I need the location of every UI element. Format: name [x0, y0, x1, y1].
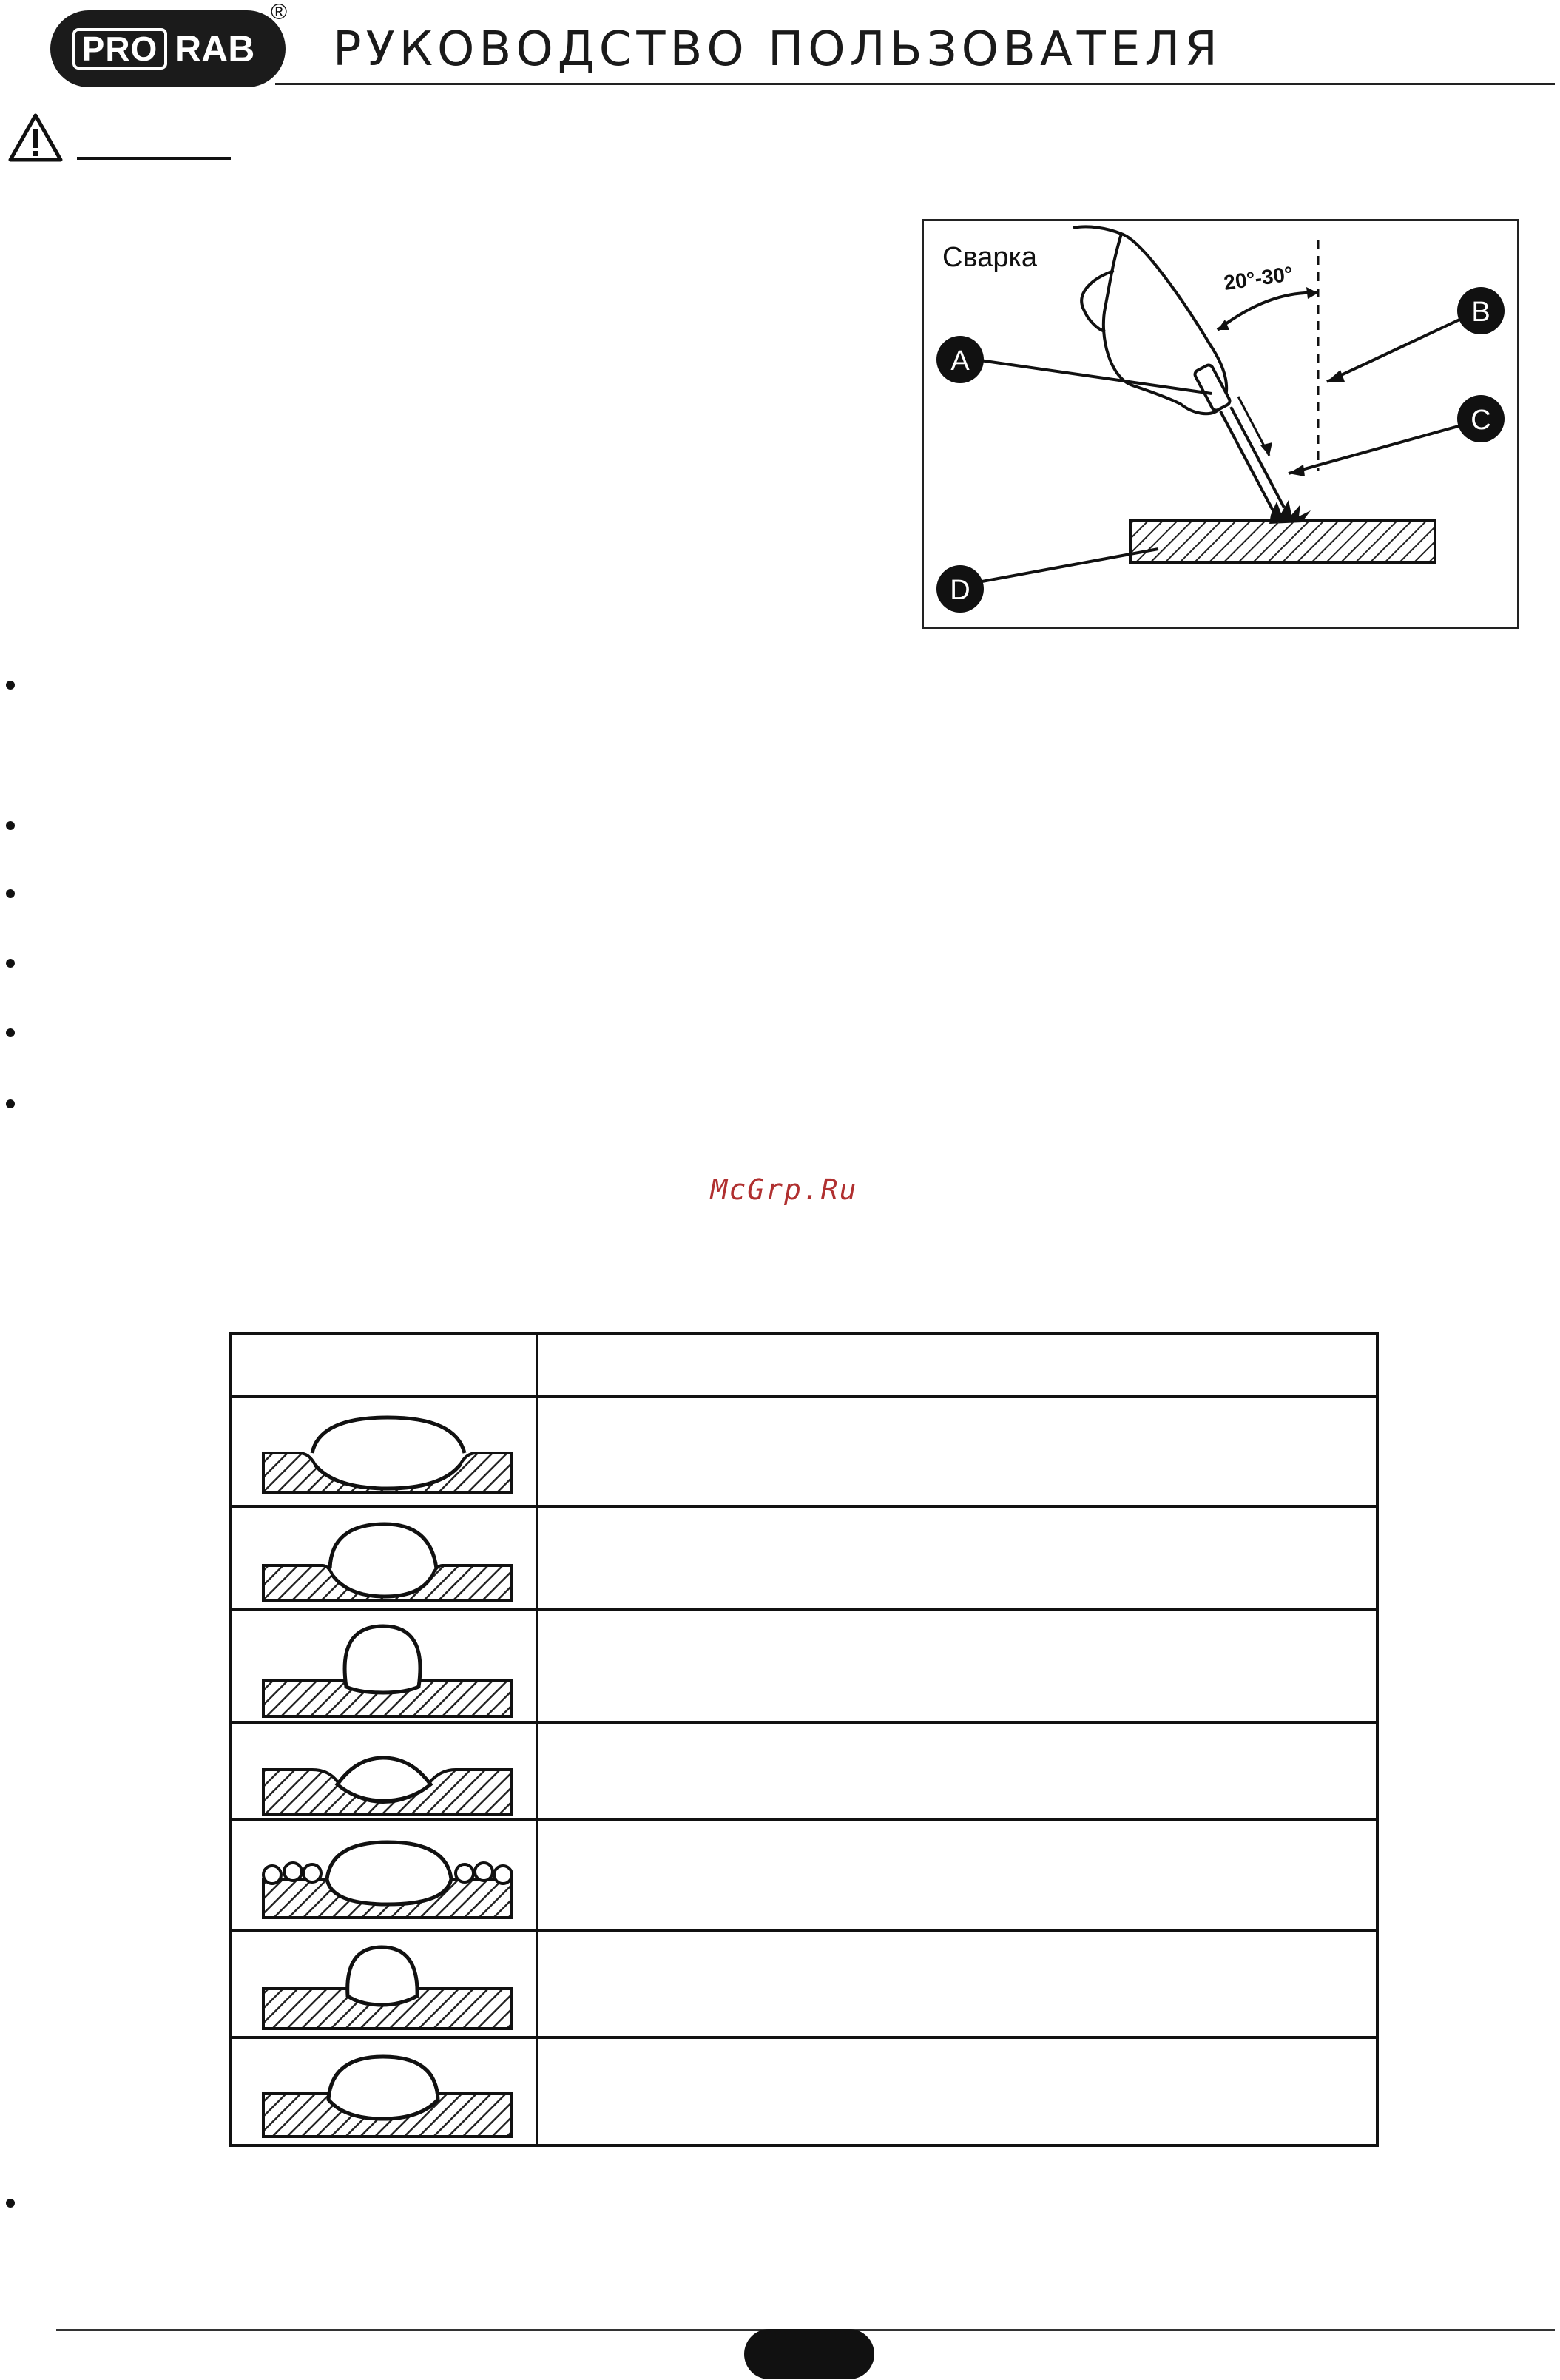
logo-rab-text: RAB: [175, 28, 255, 70]
svg-text:D: D: [950, 575, 970, 606]
watermark: McGrp.Ru: [710, 1173, 858, 1206]
document-title: РУКОВОДСТВО ПОЛЬЗОВАТЕЛЯ: [333, 22, 1222, 77]
bead-with-spatter: [260, 1827, 515, 1922]
bead-wide-flat: [260, 1406, 515, 1497]
header-divider: [275, 83, 1555, 85]
bead-correct: [260, 2045, 515, 2141]
table-row-divider: [229, 1721, 1379, 1724]
table-row-divider: [229, 2036, 1379, 2039]
logo-pro-text: PRO: [72, 28, 167, 70]
electrode-rod-1: [1220, 411, 1274, 512]
table-row-divider: [229, 1505, 1379, 1508]
bead-tall-narrow: [260, 1619, 515, 1719]
welding-figure: [922, 219, 1519, 629]
table-row-divider: [229, 1608, 1379, 1611]
bullet-marker: [6, 1099, 15, 1108]
registered-mark: ®: [271, 0, 288, 24]
bead-narrow-round: [260, 1514, 515, 1605]
svg-text:A: A: [950, 345, 970, 377]
workpiece: [1130, 521, 1435, 562]
bullet-marker: [6, 2199, 15, 2208]
bead-small-high: [260, 1937, 515, 2033]
arm-line: [1073, 226, 1121, 234]
table-row-divider: [229, 1395, 1379, 1398]
bullet-marker: [6, 959, 15, 968]
bullet-marker: [6, 889, 15, 898]
table-row-divider: [229, 1929, 1379, 1932]
table-row-divider: [229, 1818, 1379, 1821]
svg-text:B: B: [1471, 297, 1490, 328]
angle-label: 20°-30°: [1222, 262, 1294, 294]
bullet-marker: [6, 821, 15, 830]
angle-arc: [1218, 293, 1318, 330]
bead-shallow-sunken: [260, 1730, 515, 1818]
svg-text:C: C: [1470, 405, 1491, 436]
electrode-rod-2: [1231, 407, 1284, 508]
bullet-marker: [6, 1028, 15, 1037]
page-number-badge: [744, 2329, 874, 2379]
table-column-divider: [536, 1332, 538, 2147]
warning-heading-underline: [77, 157, 231, 160]
figure-caption: Сварка: [942, 242, 1038, 273]
bullet-marker: [6, 681, 15, 690]
warning-icon: [7, 112, 64, 163]
